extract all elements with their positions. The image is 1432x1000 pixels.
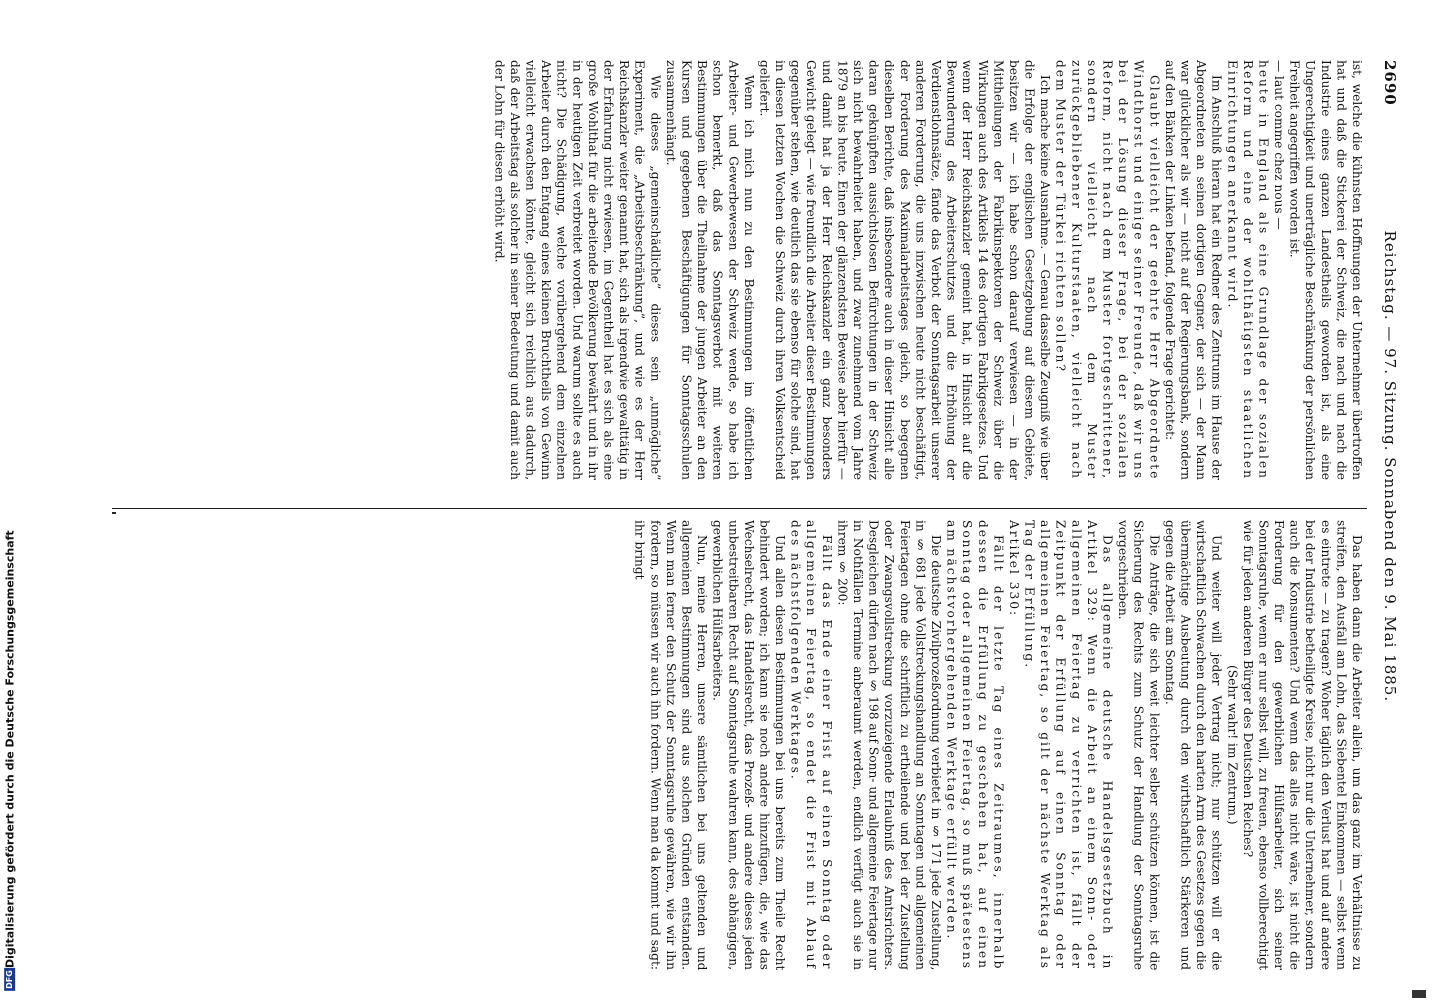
column-divider-mark (112, 512, 116, 514)
paragraph: Fällt das Ende einer Frist auf einen Sonntag oder allgemeinen Feiertag, so endet die Frist mit Ablauf des nächstfolgenden Werktages. (788, 520, 834, 970)
paragraph: Wenn ich mich nun zu den Bestimmungen im öffentlichen Arbeiter- und Gewerbewesen der Schweiz wende, so habe ich schon bemerkt, daß das Sonntagsverbot mit weiteren Bestimmungen über die Theilnahme der jungen Arbeiter an den Kursen und gegebenen Beschäftigungen für Sonntagsschulen zusammenhängt. (663, 60, 756, 480)
text-column-first (112, 60, 1364, 480)
interjection: (Sehr wahr! im Zentrum.) (1225, 665, 1240, 825)
page-header (1376, 60, 1404, 960)
paragraph: Und weiter will jeder Vertrag nicht; nur schützen will er die wirtschaftlich Schwachen durch den harten Arm des Gesetzes gegen die übermächtige Ausbeutung durch den wirthschaftlich Stärkeren und gegen die Arbeit am Sonntag. (1162, 520, 1224, 970)
funding-notice (1, 45, 19, 989)
paragraph: Fällt der letzte Tag eines Zeitraumes, innerhalb dessen die Erfüllung zu geschehen hat, auf einen Sonntag oder allgemeinen Feiertag, so muß spätestens am nächstvorhergehenden Werktage erfüllt werden. (944, 520, 1006, 970)
paragraph: Das allgemeine deutsche Handelsgesetzbuch in Artikel 329: Wenn die Arbeit an einem Sonn- oder allgemeinen Feiertag zu verrichten ist, fällt der Zeitpunkt der Erfüllung auf einen Sonntag oder allgemeinen Feiertag, so gilt der nächste Werktag als Tag der Erfüllung. (1022, 520, 1115, 970)
paragraph: Das haben dann die Arbeiter allein, um das ganz im Verhältnisse zu streifen, den Ausfall am Lohn, das Siebentel Einkommen — selbst wenn es eintrete — zu tragen? Woher täglich den Verlust hat und auf andere bei der Industrie betheiligte Kreise, nicht nur die Unternehmer, sondern auch die Konsumenten? Und wenn das alles nicht wäre, ist nicht die Forderung für den gewerblichen Hülfsarbeiter, sich seiner Sonntagsruhe, wenn er nur selbst will, zu freuen, ebenso vollberechtigt wie für jeden anderen Bürger des Deutschen Reiches? (1240, 520, 1364, 970)
paragraph: Und allen diesen Bestimmungen bei uns bereits zum Theile Recht behindert worden; ich kann sie noch andere hinzufügen, die, wie das Wechselrecht, das Handelsrecht, das Prozeß- und andere dieses jeden unbestreitbaren Recht auf Sonntagsruhe wahren kann, des abhängigen, gewerblichen Hülfsarbeiters. (710, 520, 788, 970)
paragraph: Ich mache keine Ausnahme. — Genau dasselbe Zeugniß wie über die Erfolge der englischen Gesetzgebung auf diesem Gebiete, besitzen wir — ich habe schon darauf verwiesen — in der Mittheilungen der Fabrikinspektoren der Schweiz über die Wirkungen auch des Artikels 14 des dortigen Fabrikgesetzes. Und wenn der Herr Reichskanzler gemeint hat, in Hinsicht auf die Bewunderung des Arbeiterschutzes und die Erhöhung der Verdienstlohnsätze, fände das Verbot der Sonntagsarbeit unserer anderen Forderung, die uns inzwischen heute nicht beschäftigt, der Forderung des Maximalarbeitstages gleich, so begegnen dieselben Berichte, daß insbesondere auch in dieser Hinsicht alle daran geknüpften aussichtslosen Befürchtungen in der Schweiz sich nicht bewahrheitet haben, und zwar zunehmend vom Jahre 1879 an bis heute. Einen der glänzendsten Beweise aber hierfür — und damit hat ja der Herr Reichskanzler ein ganz besonders Gewicht gelegt — wie freundlich die Arbeiter dieser Bestimmungen gegenüber stehen, wie deutlich das sie ebenso für solche sind, hat in diesen letzten Wochen die Schweiz durch ihren Volksentscheid geliefert. (757, 60, 1053, 480)
funding-notice-text: Digitalisierung gefördert durch die Deutsche Forschungsgemeinschaft (3, 530, 17, 968)
paragraph: Wie dieses „gemeinschädliche” dieses sein „unmögliche” Experiment, die „Arbeitsbeschränkung”, und wie es der Herr Reichskanzler weiter genannt hat, sich als irgendwie gewalttätig in der Erfahrung nicht erwiesen, im Gegentheil hat es sich als eine große Wohlthat für die arbeitende Bevölkerung bewährt und in ihr in der heutigen Zeit verbreitet worden. Und warum sollte es auch nicht? Die Schädigung, welche vorübergehend dem einzelnen Arbeiter durch den Entgang eines kleinen Bruchtheils von Gewinn vielleicht erwachsen könnte, gleicht sich reichlich aus dadurch, daß der Arbeitstag als solcher in seiner Bedeutung und damit auch der Lohn für diesen erhöht wird. (492, 60, 663, 480)
paragraph: — laut comme chez nous — (1272, 60, 1287, 230)
paragraph: Im Anschluß hieran hat ein Redner des Zentrums im Hause der Abgeordneten an seinen dortigen Gegner, der sich — der Mann war glücklicher als wir — nicht auf der Regierungsbank, sondern auf den Bänken der Linken befand, folgende Frage gerichtet: (1162, 60, 1224, 480)
paragraph: ist, welche die kühnsten Hoffnungen der Unternehmer übertroffen hat und daß die Stickerei der Schweiz, die nach und nach die Industrie eines ganzen Landestheils geworden ist, als eine Ungerechtigkeit und unerträgliche Beschränkung der persönlichen Freiheit angegriffen worden ist. (1287, 60, 1364, 480)
running-head: Reichstag. — 97. Sitzung. Sonnabend den 9. Mai 1885. (1381, 230, 1399, 703)
paragraph: Die Anträge, die sich weit leichter selber schützen können, ist die Sicherung des Rechts zum Schutz der Handlung der Sonntagsruhe vorgeschrieben. (1116, 520, 1162, 970)
page-number: 2690 (1381, 60, 1399, 106)
text-column-second (112, 520, 1364, 970)
column-divider (112, 508, 1367, 509)
dfg-logo-icon: DFG (5, 970, 15, 989)
scan-edge-mark (1412, 990, 1426, 998)
paragraph: Glaubt vielleicht der geehrte Herr Abgeordnete Windthorst und einige seiner Freunde, daß wir uns bei der Lösung dieser Frage, bei der sozialen Reform, nicht nach dem Muster fortgeschrittener, sondern vielleicht nach dem Muster zurückgebliebener Kulturstaaten, vielleicht nach dem Muster der Türkei richten sollen? (1053, 60, 1162, 480)
article-heading: Artikel 330: (1006, 520, 1021, 618)
paragraph: heute in England als eine Grundlage der sozialen Reform und eine der wohlthätigsten staatlichen Einrichtungen anerkannt wird. (1225, 60, 1271, 480)
paragraph: Die deutsche Zivilprozeßordnung verbietet in § 171 jede Zustellung, in § 681 jede Vollstreckungshandlung an Sonntagen und allgemeinen Feiertagen ohne die schriftlich zu ertheilende und bei der Zustellung oder Zwangsvollstreckung vorzuzeigende Erlaubniß des Amtsrichters. Desgleichen dürfen nach § 198 auf Sonn- und allgemeine Feiertage nur in Nothfällen Termine anberaumt werden, endlich verfügt auch sie in ihrem § 200: (835, 520, 943, 970)
paragraph: Nun, meine Herren, unsere sämtlichen bei uns geltenden und allgemeinen Bestimmungen sind aus solchen Gründen entstanden. Wenn man ferner den Schutz der Sonntagsruhe gewähren, wie wir ihn fordern, so müssen wir auch ihn fordern. Wenn man da kommt und sagt: ihr bringt (632, 520, 710, 970)
